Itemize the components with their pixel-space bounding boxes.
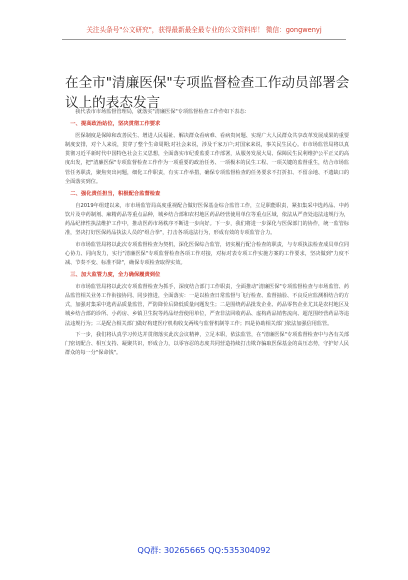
section-heading-1: 一、提高政治站位，坚决贯彻工作要求	[70, 121, 161, 128]
document-body	[65, 108, 349, 361]
section-1-paragraph-1: 医保制度是保障和改善民生、增进人民福祉、解决群众看病难、看病贵问题、实现广大人民群众共享改革发展成果的重要制度安排，对个人来说，贯穿了整个生命周期;对社会来说，涉及千家万户;对国家来说，事关民生民心。市市场监管局将以真贯彻习近平新时代中国特色社会主义思想，全面落实市纪委监委工作部署，从服务发展大局、保障民生民利维护公平正义的高度出发，把"清廉医保"专项监督检查工作作为一项重要的政治任务、一项极本的民生工程、一项关键的监督重生，结合市场监管任务职责，聚焦突出问题，细化工作职责，有实工作举措，确保专项监督检查的任务要求不打折扣、不留余地、不遗缺口的全面落实到位。	[65, 133, 349, 185]
section-3-paragraph-2: 下一步，我们将认真学习传达并贯彻落实此次会议精神，立足本职，依法监管，在"清廉医保"专项监督检查中与各有关部门密切配合、相互支持、凝聚共识，形成合力，以零容忍的态度共同营造持续打击欺诈骗取医保基金的高压态势，守护好人民群众的每一分"保命钱"。	[65, 332, 349, 357]
footer-contact: QQ群: 30265665 QQ:535304092	[137, 545, 271, 555]
header-banner: 关注头条号"公文研究"，获得最新最全最专业的公文资料库！ 微信：gongwenyj	[62, 23, 346, 40]
section-2-paragraph-1: 自2019年组建以来，市市场监管局高度重视配合做好医保基金综合监管工作，立足职能职责，紧扣集采中选药品、中药饮片及中药制剂、麻精药品等重点品种，城乡结合部和农村地区药品经营使用单位等重点区域，依法从严查处违法违规行为，药品纪律性执法维护工作中，推动医药市场秩序不断进一步向好。下一步，我们将进一步深化与医保部门的协作，统一监管标准，坚决打好医保药品执法人员的"组合拳"，打击各项违法行为，形成有效的专项监管合力。	[65, 202, 349, 237]
section-heading-3: 三、加大监管力度，全力确保履责到位	[70, 272, 161, 279]
section-2-paragraph-2: 市市场监管局将以此次专项监督检查为契机，深化医保综合监管，切实履行配合检查的职责，与专项执法检查成员单位同心协力、同向发力，实行"清廉医保"专项监督检查各项工作对接，对标对表专项工作实施方案的工作要求，坚决做到"力度不减、节奏不变、标准不降"，确保专项检查取得实效。	[65, 241, 349, 266]
section-3-paragraph-1: 市市场监管局将以此次专项监督检查为抓手，深度结合部门工作职责，全面推动"清廉医保"专项监督检查与市场监管、药品监管相关业务工作衔接协同、同步推进，全面落实：一是以检查日常监督与飞行检查、监督抽验、不良反应监测相结合的方式，加强对集采中选药品质量监管，严防降价后降低质量问题发生；二是围绕药品批发企业、药品零售企业尤其是农村地区及城乡结合部的诊所、小药房、乡镇卫生院等药品经营使用单位，严查非法回收药品、虚构药品销售流向、超范围经营药品等违法违规行为；三是配合相关部门做好构建医疗机构收支两线与监督机制等工作；四是协助相关部门依法加强信用监管。	[65, 284, 349, 327]
section-heading-2: 二、强化责任担当，积极配合监督检查	[70, 190, 161, 197]
document-title: 在全市"清廉医保"专项监督检查工作动员部署会议上的表态发言	[65, 75, 350, 112]
intro-paragraph: 我代表市市场监督管理局，就落实"清廉医保"专项监督检查工作作如下表态：	[75, 109, 250, 115]
